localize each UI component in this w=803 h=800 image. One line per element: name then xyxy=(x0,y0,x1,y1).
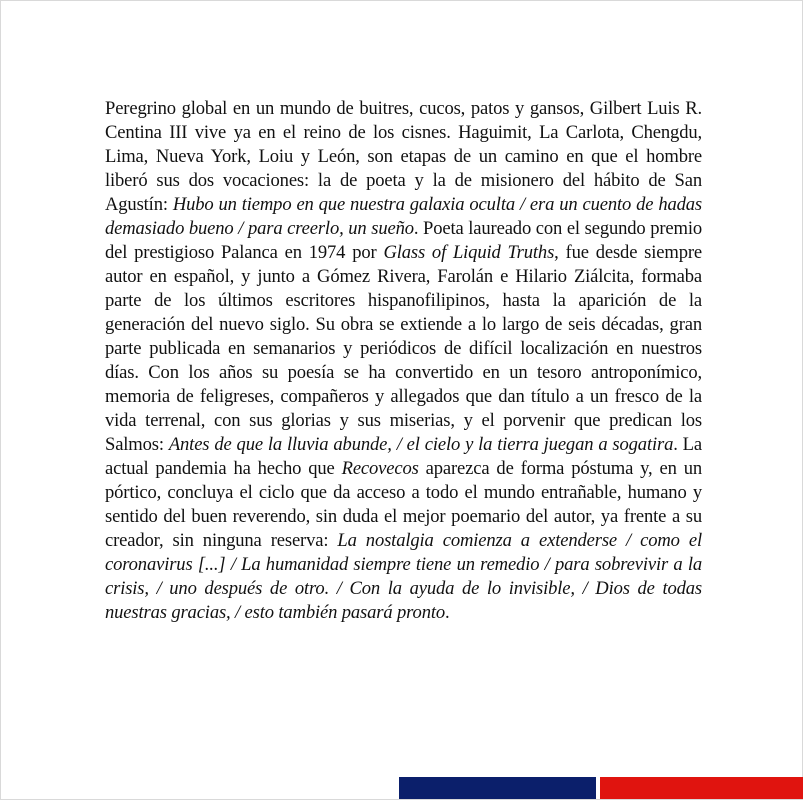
text-run: , fue desde siempre autor en español, y junto a Gómez Rivera, Farolán e Hilario Ziálcita, formaba parte de los últimos escritores hispanofilipinos, hasta la aparición de la generación del nuevo siglo. Su obra se extiende a lo largo de seis décadas, gran parte publicada en semanarios y periódicos de difícil localización en nuestros días. Con los años su poesía se ha convertido en un tesoro antroponímico, memoria de feligreses, compañeros y allegados que dan título a un fresco de la vida terrenal, con sus glorias y sus miserias, y el porvenir que predican los Salmos: xyxy=(105,242,702,455)
decor-stripe-blue xyxy=(399,777,596,799)
text-run: Peregrino global en un mundo de buitres, cucos, patos y gansos, Gilbert Luis R. Centina III vive ya en el reino de los cisnes. Haguimit, La Carlota, Chengdu, Lima, Nueva York, Loiu y León, son etapas de un camino en que el hombre liberó sus dos vocaciones: la de poeta y la de misionero del hábito de San Agustín: xyxy=(105,98,702,215)
body-paragraph xyxy=(105,97,702,625)
text-run: . La actual pandemia ha hecho que xyxy=(105,434,702,479)
text-run: . Poeta laureado con el segundo premio del prestigioso Palanca en 1974 por xyxy=(105,218,702,263)
text-run: . xyxy=(445,602,450,623)
book-title: Glass of Liquid Truths xyxy=(383,242,555,263)
text-run: aparezca de forma póstuma y, en un pórtico, concluya el ciclo que da acceso a todo el mundo entrañable, humano y sentido del buen reverendo, sin duda el mejor poemario del autor, ya frente a su creador, sin ninguna reserva: xyxy=(105,458,702,551)
poem-quote: La nostalgia comienza a extenderse / como el coronavirus [...] / La humanidad siempre tiene un remedio / para sobrevivir a la crisis, / uno después de otro. / Con la ayuda de lo invisible, / Dios de todas nuestras gracias, / esto también pasará pronto xyxy=(105,530,702,623)
poem-quote: Antes de que la lluvia abunde, / el cielo y la tierra juegan a sogatira xyxy=(168,434,674,455)
decor-stripe-red xyxy=(600,777,803,799)
poem-quote: Hubo un tiempo en que nuestra galaxia oculta / era un cuento de hadas demasiado bueno / para creerlo, un sueño xyxy=(105,194,702,239)
book-title: Recovecos xyxy=(341,458,419,479)
